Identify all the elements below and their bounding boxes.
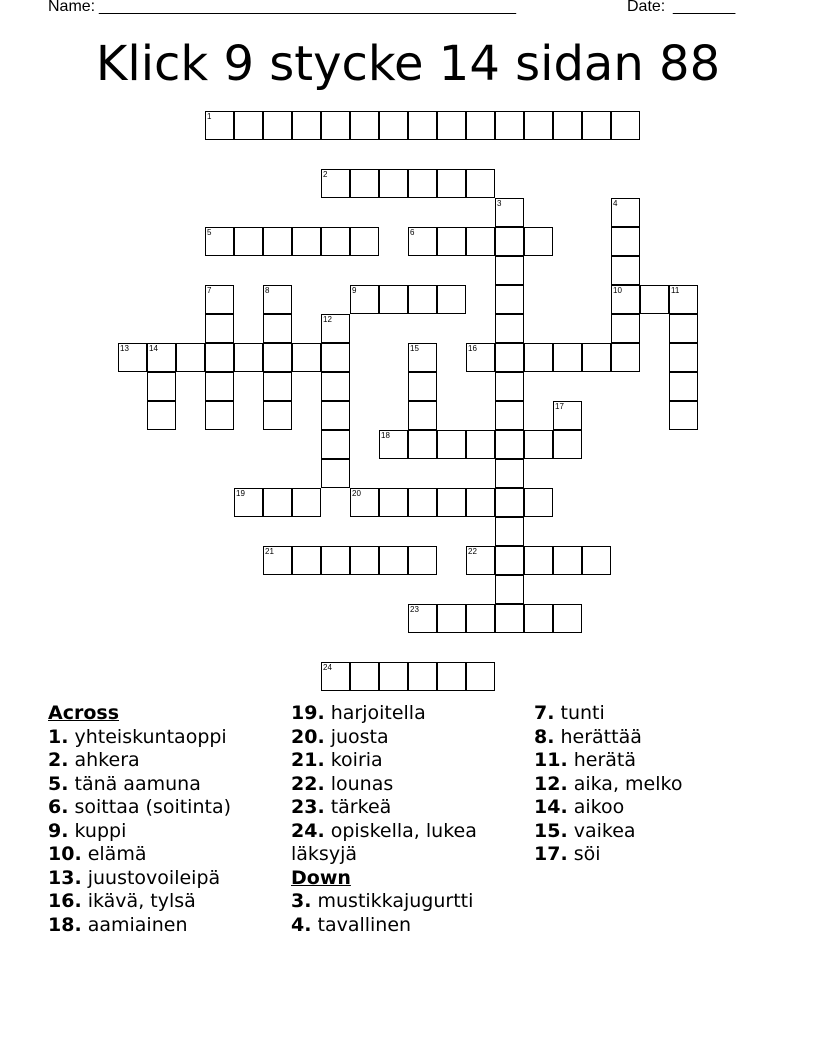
grid-cell[interactable] bbox=[321, 169, 350, 198]
grid-cell[interactable] bbox=[263, 488, 292, 517]
clue-text: söi bbox=[567, 843, 601, 865]
grid-cell[interactable] bbox=[669, 401, 698, 430]
grid-cell[interactable] bbox=[466, 604, 495, 633]
clue-item bbox=[291, 914, 526, 938]
clue-item bbox=[48, 890, 283, 914]
grid-cell[interactable] bbox=[350, 662, 379, 691]
clue-number: 23 bbox=[410, 605, 419, 614]
clue-text: mustikkajugurtti bbox=[311, 890, 474, 912]
clue-item bbox=[534, 773, 769, 797]
grid-cell[interactable] bbox=[553, 343, 582, 372]
grid-cell[interactable] bbox=[234, 488, 263, 517]
clue-number: 6 bbox=[410, 228, 415, 237]
grid-cell[interactable] bbox=[495, 401, 524, 430]
grid-cell[interactable] bbox=[611, 314, 640, 343]
clue-item bbox=[291, 796, 526, 820]
clue-number: 20 bbox=[352, 489, 361, 498]
clue-number: 10 bbox=[613, 286, 622, 295]
grid-cell[interactable] bbox=[466, 169, 495, 198]
clue-number-label: 5. bbox=[48, 772, 69, 795]
clue-text: harjoitella bbox=[324, 702, 426, 724]
grid-cell[interactable] bbox=[321, 546, 350, 575]
grid-cell[interactable] bbox=[553, 604, 582, 633]
clue-number: 19 bbox=[236, 489, 245, 498]
clue-number: 14 bbox=[149, 344, 158, 353]
grid-cell[interactable] bbox=[350, 546, 379, 575]
clue-column-1 bbox=[48, 702, 283, 937]
grid-cell[interactable] bbox=[321, 372, 350, 401]
grid-cell[interactable] bbox=[495, 604, 524, 633]
clue-text: tärkeä bbox=[324, 796, 392, 818]
grid-cell[interactable] bbox=[611, 285, 640, 314]
grid-cell[interactable] bbox=[263, 111, 292, 140]
grid-cell[interactable] bbox=[437, 285, 466, 314]
down-heading: Down bbox=[291, 866, 351, 889]
grid-cell[interactable] bbox=[437, 227, 466, 256]
clue-number: 1 bbox=[207, 112, 212, 121]
grid-cell[interactable] bbox=[321, 314, 350, 343]
clue-text: aikoo bbox=[567, 796, 625, 818]
clue-number-label: 12. bbox=[534, 772, 568, 795]
grid-cell[interactable] bbox=[379, 488, 408, 517]
grid-cell[interactable] bbox=[147, 372, 176, 401]
clue-item bbox=[48, 867, 283, 891]
clue-number: 21 bbox=[265, 547, 274, 556]
page-title: Klick 9 stycke 14 sidan 88 bbox=[95, 36, 721, 92]
grid-cell[interactable] bbox=[495, 227, 524, 256]
clue-text: aamiainen bbox=[81, 913, 188, 936]
grid-cell[interactable] bbox=[292, 227, 321, 256]
grid-cell[interactable] bbox=[495, 517, 524, 546]
clue-item bbox=[534, 702, 769, 726]
grid-cell[interactable] bbox=[524, 546, 553, 575]
clue-text: ikävä, tylsä bbox=[81, 890, 196, 912]
grid-cell[interactable] bbox=[495, 343, 524, 372]
clue-item bbox=[534, 749, 769, 773]
clue-number-label: 19. bbox=[291, 702, 325, 724]
clue-number: 4 bbox=[613, 199, 618, 208]
grid-cell[interactable] bbox=[321, 111, 350, 140]
clue-number: 13 bbox=[120, 344, 129, 353]
grid-cell[interactable] bbox=[495, 256, 524, 285]
clue-item bbox=[534, 726, 769, 750]
grid-cell[interactable] bbox=[292, 546, 321, 575]
grid-cell[interactable] bbox=[669, 372, 698, 401]
grid-cell[interactable] bbox=[495, 285, 524, 314]
clue-item bbox=[48, 773, 283, 797]
grid-cell[interactable] bbox=[234, 343, 263, 372]
grid-cell[interactable] bbox=[292, 343, 321, 372]
grid-cell[interactable] bbox=[495, 488, 524, 517]
name-line[interactable]: _____________________________________________________ bbox=[99, 0, 515, 15]
grid-cell[interactable] bbox=[205, 314, 234, 343]
grid-cell[interactable] bbox=[582, 343, 611, 372]
clue-text: herättää bbox=[554, 725, 642, 748]
grid-cell[interactable] bbox=[495, 111, 524, 140]
clue-text: juustovoileipä bbox=[81, 866, 221, 889]
clue-number: 3 bbox=[497, 199, 502, 208]
grid-cell[interactable] bbox=[524, 430, 553, 459]
grid-cell[interactable] bbox=[321, 430, 350, 459]
clue-number: 5 bbox=[207, 228, 212, 237]
grid-cell[interactable] bbox=[205, 372, 234, 401]
grid-cell[interactable] bbox=[408, 662, 437, 691]
grid-cell[interactable] bbox=[466, 430, 495, 459]
grid-cell[interactable] bbox=[292, 111, 321, 140]
grid-cell[interactable] bbox=[553, 401, 582, 430]
clue-text: tavallinen bbox=[311, 913, 412, 936]
clue-number-label: 11. bbox=[534, 749, 568, 771]
grid-cell[interactable] bbox=[118, 343, 147, 372]
clue-number-label: 6. bbox=[48, 796, 69, 818]
clue-number: 17 bbox=[555, 402, 564, 411]
grid-cell[interactable] bbox=[495, 314, 524, 343]
clue-text: lounas bbox=[324, 772, 394, 795]
clue-number-label: 24. bbox=[291, 819, 325, 842]
clue-item bbox=[48, 843, 283, 867]
clue-item bbox=[534, 820, 769, 844]
grid-cell[interactable] bbox=[205, 401, 234, 430]
clue-column-3 bbox=[534, 702, 769, 867]
clue-text: juosta bbox=[324, 725, 389, 748]
clue-number-label: 21. bbox=[291, 749, 325, 771]
grid-cell[interactable] bbox=[234, 111, 263, 140]
grid-cell[interactable] bbox=[292, 488, 321, 517]
clue-number: 11 bbox=[671, 286, 680, 295]
grid-cell[interactable] bbox=[611, 198, 640, 227]
grid-cell[interactable] bbox=[669, 343, 698, 372]
clue-text: soittaa (soitinta) bbox=[68, 796, 232, 818]
grid-cell[interactable] bbox=[350, 227, 379, 256]
clue-number: 12 bbox=[323, 315, 332, 324]
grid-cell[interactable] bbox=[495, 372, 524, 401]
grid-cell[interactable] bbox=[147, 343, 176, 372]
grid-cell[interactable] bbox=[669, 314, 698, 343]
grid-cell[interactable] bbox=[321, 662, 350, 691]
grid-cell[interactable] bbox=[495, 575, 524, 604]
grid-cell[interactable] bbox=[495, 459, 524, 488]
grid-cell[interactable] bbox=[408, 430, 437, 459]
grid-cell[interactable] bbox=[466, 343, 495, 372]
grid-cell[interactable] bbox=[350, 111, 379, 140]
clue-number: 18 bbox=[381, 431, 390, 440]
clue-number-label: 2. bbox=[48, 749, 69, 771]
clue-text: elämä bbox=[81, 843, 147, 865]
clue-text: kuppi bbox=[68, 819, 127, 842]
grid-cell[interactable] bbox=[669, 285, 698, 314]
clue-number-label: 9. bbox=[48, 819, 69, 842]
grid-cell[interactable] bbox=[263, 285, 292, 314]
grid-cell[interactable] bbox=[553, 111, 582, 140]
grid-cell[interactable] bbox=[408, 546, 437, 575]
grid-cell[interactable] bbox=[495, 198, 524, 227]
grid-cell[interactable] bbox=[524, 488, 553, 517]
clue-number-label: 7. bbox=[534, 702, 555, 724]
clue-number-label: 23. bbox=[291, 796, 325, 818]
clue-item bbox=[48, 914, 283, 938]
grid-cell[interactable] bbox=[263, 546, 292, 575]
clue-number-label: 1. bbox=[48, 725, 69, 748]
grid-cell[interactable] bbox=[466, 662, 495, 691]
clue-number-label: 16. bbox=[48, 890, 82, 912]
clue-number: 16 bbox=[468, 344, 477, 353]
grid-cell[interactable] bbox=[205, 343, 234, 372]
clue-number: 2 bbox=[323, 170, 328, 179]
grid-cell[interactable] bbox=[350, 285, 379, 314]
grid-cell[interactable] bbox=[437, 662, 466, 691]
grid-cell[interactable] bbox=[582, 111, 611, 140]
clue-text: yhteiskuntaoppi bbox=[68, 725, 227, 748]
grid-cell[interactable] bbox=[263, 227, 292, 256]
clue-item bbox=[48, 749, 283, 773]
grid-cell[interactable] bbox=[408, 343, 437, 372]
grid-cell[interactable] bbox=[234, 227, 263, 256]
grid-cell[interactable] bbox=[379, 285, 408, 314]
grid-cell[interactable] bbox=[437, 111, 466, 140]
grid-cell[interactable] bbox=[379, 546, 408, 575]
grid-cell[interactable] bbox=[437, 430, 466, 459]
clue-item bbox=[534, 796, 769, 820]
clue-number-label: 10. bbox=[48, 843, 82, 865]
grid-cell[interactable] bbox=[408, 604, 437, 633]
name-label: Name: bbox=[48, 0, 96, 15]
clue-text: tunti bbox=[554, 702, 605, 724]
clue-item bbox=[48, 726, 283, 750]
clue-number-label: 8. bbox=[534, 725, 555, 748]
date-label: Date: bbox=[627, 0, 666, 15]
clue-number: 22 bbox=[468, 547, 477, 556]
grid-cell[interactable] bbox=[350, 488, 379, 517]
grid-cell[interactable] bbox=[379, 662, 408, 691]
clue-number-label: 18. bbox=[48, 913, 82, 936]
clue-item bbox=[291, 726, 526, 750]
grid-cell[interactable] bbox=[263, 343, 292, 372]
grid-cell[interactable] bbox=[379, 111, 408, 140]
grid-cell[interactable] bbox=[437, 488, 466, 517]
grid-cell[interactable] bbox=[205, 227, 234, 256]
grid-cell[interactable] bbox=[321, 343, 350, 372]
grid-cell[interactable] bbox=[582, 546, 611, 575]
clue-text: ahkera bbox=[68, 749, 140, 771]
grid-cell[interactable] bbox=[524, 227, 553, 256]
grid-cell[interactable] bbox=[437, 169, 466, 198]
clue-text: vaikea bbox=[567, 819, 636, 842]
grid-cell[interactable] bbox=[611, 343, 640, 372]
grid-cell[interactable] bbox=[466, 546, 495, 575]
grid-cell[interactable] bbox=[611, 111, 640, 140]
clue-column-2 bbox=[291, 702, 526, 937]
clue-text: koiria bbox=[324, 749, 383, 771]
clue-number-label: 15. bbox=[534, 819, 568, 842]
grid-cell[interactable] bbox=[524, 343, 553, 372]
grid-cell[interactable] bbox=[321, 401, 350, 430]
clue-number-label: 3. bbox=[291, 890, 312, 912]
clue-number-label: 17. bbox=[534, 843, 568, 865]
clue-number-label: 4. bbox=[291, 913, 312, 936]
grid-cell[interactable] bbox=[495, 546, 524, 575]
grid-cell[interactable] bbox=[524, 604, 553, 633]
clue-number-label: 13. bbox=[48, 866, 82, 889]
clue-number-label: 14. bbox=[534, 796, 568, 818]
grid-cell[interactable] bbox=[553, 546, 582, 575]
clue-text: opiskella, lukea läksyjä bbox=[291, 819, 477, 865]
grid-cell[interactable] bbox=[147, 401, 176, 430]
clue-text: tänä aamuna bbox=[68, 772, 201, 795]
grid-cell[interactable] bbox=[205, 111, 234, 140]
grid-cell[interactable] bbox=[176, 343, 205, 372]
grid-cell[interactable] bbox=[321, 459, 350, 488]
clue-item bbox=[291, 820, 526, 867]
grid-cell[interactable] bbox=[466, 227, 495, 256]
grid-cell[interactable] bbox=[408, 169, 437, 198]
grid-cell[interactable] bbox=[640, 285, 669, 314]
grid-cell[interactable] bbox=[408, 401, 437, 430]
grid-cell[interactable] bbox=[611, 227, 640, 256]
grid-cell[interactable] bbox=[379, 430, 408, 459]
across-heading: Across bbox=[48, 702, 120, 724]
grid-cell[interactable] bbox=[263, 372, 292, 401]
clue-number: 7 bbox=[207, 286, 212, 295]
grid-cell[interactable] bbox=[408, 488, 437, 517]
grid-cell[interactable] bbox=[553, 430, 582, 459]
grid-cell[interactable] bbox=[408, 227, 437, 256]
clue-item bbox=[48, 796, 283, 820]
clue-item bbox=[291, 702, 526, 726]
clue-number-label: 20. bbox=[291, 725, 325, 748]
clue-text: herätä bbox=[567, 749, 636, 771]
grid-cell[interactable] bbox=[350, 169, 379, 198]
clue-item bbox=[291, 749, 526, 773]
grid-cell[interactable] bbox=[408, 111, 437, 140]
grid-cell[interactable] bbox=[611, 256, 640, 285]
clue-number: 24 bbox=[323, 663, 332, 672]
clue-item bbox=[48, 820, 283, 844]
grid-cell[interactable] bbox=[466, 488, 495, 517]
clue-number: 15 bbox=[410, 344, 419, 353]
clue-number: 9 bbox=[352, 286, 357, 295]
grid-cell[interactable] bbox=[466, 111, 495, 140]
clue-number-label: 22. bbox=[291, 772, 325, 795]
grid-cell[interactable] bbox=[408, 372, 437, 401]
clue-text: aika, melko bbox=[567, 772, 683, 795]
grid-cell[interactable] bbox=[205, 285, 234, 314]
date-line[interactable]: _______ bbox=[673, 0, 736, 15]
clue-item bbox=[291, 773, 526, 797]
grid-cell[interactable] bbox=[263, 314, 292, 343]
grid-cell[interactable] bbox=[379, 169, 408, 198]
grid-cell[interactable] bbox=[495, 430, 524, 459]
clue-item bbox=[291, 890, 526, 914]
clue-item bbox=[534, 843, 769, 867]
grid-cell[interactable] bbox=[524, 111, 553, 140]
grid-cell[interactable] bbox=[437, 604, 466, 633]
grid-cell[interactable] bbox=[263, 401, 292, 430]
clue-number: 8 bbox=[265, 286, 270, 295]
grid-cell[interactable] bbox=[321, 227, 350, 256]
grid-cell[interactable] bbox=[408, 285, 437, 314]
